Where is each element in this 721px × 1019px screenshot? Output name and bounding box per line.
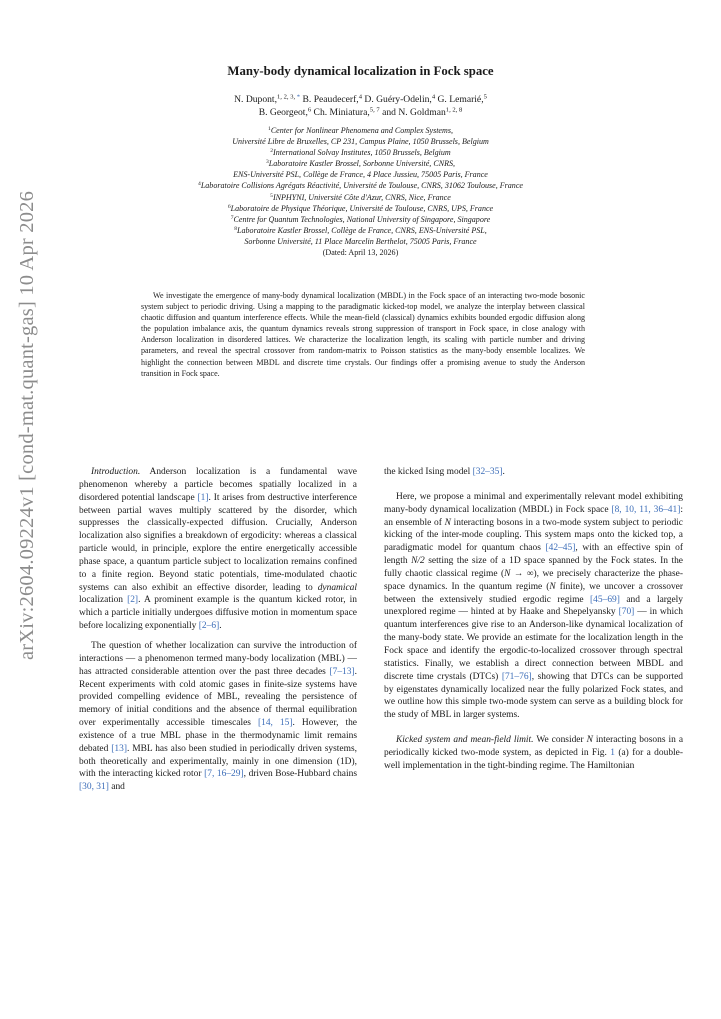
affiliation-number: 5 <box>270 192 273 199</box>
author-name: B. Peaudecerf, <box>300 94 359 105</box>
affiliation-list <box>60 125 661 247</box>
body-text: . It arises from destructive interference between partial waves multiply scattered by the disorder, which suppresses the classically-expected diffusion. Crucially, Anderson localization also signifies a breakdown of ergodicity: whereas a classical particle would, in principle, explore the entire energetically accessible phase space, a quantum particle subject to localization remains confined to a finite region. Beyond static potentials, time-modulated chaotic systems can also exhibit an effective disorder, leading to <box>79 492 357 593</box>
author-affiliation-marker: 1, 2, 8 <box>445 106 463 114</box>
affiliation-line <box>60 236 661 247</box>
author-affiliation-marker: 5 <box>483 93 487 101</box>
author-name: G. Lemarié, <box>435 94 484 105</box>
affiliation-text: International Solvay Institutes, 1050 Brussels, Belgium <box>273 148 451 158</box>
body-text: . <box>219 621 222 632</box>
affiliation-number: 4 <box>198 181 201 188</box>
body-text: We consider <box>533 735 587 746</box>
right-column <box>384 466 683 773</box>
body-text: , with an effective spin of length <box>384 543 683 567</box>
affiliation-number: 8 <box>234 225 238 232</box>
body-text: interacting bosons in a two-mode system subject to periodic kicking of the inter-mode coupling. This system maps onto the kicked top, a paradigmatic model for quantum chaos <box>384 517 683 554</box>
author-affiliation-marker: 5, 7 <box>369 106 380 114</box>
body-text: . MBL has also been studied in periodically driven systems, both theoretically and experimentally, mainly in one dimension (1D), with the interacting kicked rotor <box>79 743 357 780</box>
citation-link[interactable]: [71–76] <box>501 671 532 682</box>
affiliation-text: Laboratoire de Physique Théorique, Université de Toulouse, CNRS, UPS, France <box>230 203 494 213</box>
affiliation-number: 2 <box>270 148 274 155</box>
affiliation-text: Université Libre de Bruxelles, CP 231, Campus Plaine, 1050 Brussels, Belgium <box>232 137 489 147</box>
author-name: N. Dupont, <box>234 94 277 105</box>
affiliations-block <box>60 125 661 258</box>
affiliation-number: 3 <box>265 159 269 166</box>
arxiv-identifier-text: arXiv:2604.09224v1 [cond-mat.quant-gas] 10 Apr 2026 <box>16 190 39 660</box>
citation-link[interactable]: [14, 15] <box>257 718 293 729</box>
body-text: localization <box>79 595 128 606</box>
intro-paragraph-1 <box>79 466 357 633</box>
author-line-1 <box>0 93 721 106</box>
body-text: . However, the existence of a true MBL phase in the thermodynamic limit remains debated <box>79 718 357 754</box>
corresponding-author-link[interactable]: * <box>295 93 301 101</box>
continued-paragraph <box>384 466 683 479</box>
citation-link[interactable]: 1 <box>610 747 615 758</box>
affiliation-text: ENS-Université PSL, Collège de France, 4 Place Jussieu, 75005 Paris, France <box>233 170 488 180</box>
affiliation-text: Laboratoire Kastler Brossel, Collège de France, CNRS, ENS-Université PSL, <box>237 225 487 235</box>
author-affiliation-marker: 4 <box>431 93 436 101</box>
affiliation-text: Center for Nonlinear Phenomena and Complex Systems, <box>270 126 453 135</box>
emphasis-text: Kicked system and mean-field limit. <box>396 735 534 746</box>
author-name: and N. Goldman <box>379 107 446 118</box>
emphasis-text: N <box>504 568 511 579</box>
affiliation-text: Centre for Quantum Technologies, National University of Singapore, Singapore <box>233 214 491 224</box>
body-text: the kicked Ising model <box>384 467 473 477</box>
affiliation-text: Sorbonne Université, 11 Place Marcelin Berthelot, 75005 Paris, France <box>244 236 477 246</box>
body-text: finite), we uncover a crossover between the extensively studied ergodic regime <box>384 581 684 605</box>
body-text: Anderson localization is a fundamental wave phenomenon whereby a particle becomes spatially localized in a disordered potential landscape <box>79 467 357 503</box>
citation-link[interactable]: [7, 16–29] <box>204 769 244 780</box>
citation-link[interactable]: [42–45] <box>545 543 576 554</box>
emphasis-text: Introduction. <box>91 467 141 477</box>
abstract: We investigate the emergence of many-body dynamical localization (MBDL) in the Fock space of an interacting two-mode bosonic system subject to periodic driving. Using a mapping to the paradigmatic kicked-top model, we analyze the interplay between classical chaotic diffusion and quantum interference effects. While the mean-field (classical) dynamics exhibits bounded ergodic diffusion along the population imbalance axis, the quantum dynamics reveals strong suppression of transport in Fock space, in close analogy with Anderson localization in disordered lattices. We characterize the localization length, its scaling with particle number and driving parameters, and reveal the spectral crossover from random-matrix to Poisson statistics as the many-body ensemble localizes. We highlight the connection between MBDL and discrete time crystals. Our findings offer a promising avenue to study the Anderson transition in Fock space. <box>141 291 585 378</box>
affiliation-line <box>60 169 661 180</box>
body-text: . Recent experiments with cold atomic gases in finite-size systems have provided compelling evidence of MBL, revealing the persistence of memory of initial conditions and the absence of thermal equilibration over experimentally accessible timescales <box>79 666 357 729</box>
citation-link[interactable]: [2–6] <box>198 621 220 632</box>
affiliation-line <box>60 158 661 169</box>
citation-link[interactable]: [30, 31] <box>79 782 109 793</box>
body-text: , showing that DTCs can be supported by eigenstates dynamically localized near the fully polarized Fock states, and we outline how this simple two-mode system can serve as a building block for the study of MBL in larger systems. <box>384 671 683 721</box>
affiliation-line <box>60 192 661 203</box>
body-text: — in which quantum interferences give rise to an Anderson-like dynamical localization of the many-body state. We provide an estimate for the localization length in the Fock space and identify the ergodic-to-localized crossover through spectral statistics. Finally, we establish a direct connection between MBDL and discrete time crystals (DTCs) <box>384 607 683 682</box>
citation-link[interactable]: [45–69] <box>590 594 620 605</box>
body-text: . A prominent example is the quantum kicked rotor, in which a particle initially undergoes diffusive motion in momentum space before localizing exponentially <box>79 595 357 632</box>
author-name: Ch. Miniatura, <box>311 107 370 118</box>
emphasis-text: N <box>549 581 556 592</box>
arxiv-identifier-stamp <box>6 190 50 660</box>
emphasis-text: N <box>586 735 593 746</box>
paper-title: Many-body dynamical localization in Fock space <box>227 64 494 78</box>
affiliation-line <box>60 180 661 191</box>
proposal-paragraph <box>384 491 683 722</box>
author-name: B. Georgeot, <box>258 107 308 118</box>
citation-link[interactable]: [7–13] <box>329 666 355 677</box>
body-text: , driven Bose-Hubbard chains <box>243 769 357 780</box>
affiliation-line <box>60 203 661 214</box>
author-affiliation-marker: 4 <box>358 93 362 101</box>
citation-link[interactable]: [8, 10, 11, 36–41] <box>611 504 681 515</box>
body-text: → ∞), we precisely characterize the phase-space dynamics. In the quantum regime ( <box>384 568 684 592</box>
affiliation-text: Laboratoire Collisions Agrégats Réactivité, Université de Toulouse, CNRS, 31062 Toulouse, France <box>200 181 523 191</box>
author-line-2 <box>0 106 721 119</box>
body-text: : an ensemble of <box>384 504 684 528</box>
body-text: and <box>108 782 125 793</box>
affiliation-number: 1 <box>268 126 271 132</box>
author-affiliation-marker: 1, 2, 3, * <box>277 93 301 101</box>
citation-link[interactable]: [70] <box>618 607 635 618</box>
affiliation-text: Laboratoire Kastler Brossel, Sorbonne Université, CNRS, <box>268 159 456 169</box>
affiliation-line <box>60 147 661 158</box>
body-text: Here, we propose a minimal and experimentally relevant model exhibiting many-body dynamical localization (MBDL) in Fock space <box>384 491 683 515</box>
affiliation-line <box>60 214 661 225</box>
intro-paragraph-2 <box>79 640 357 794</box>
emphasis-text: N/2 <box>411 556 425 567</box>
affiliation-line <box>60 136 661 147</box>
author-affiliation-marker: 6 <box>307 106 312 114</box>
author-list <box>0 93 721 119</box>
emphasis-text: dynamical <box>317 582 357 593</box>
body-text: setting the size of a 1D space spanned by the Fock states. In the fully chaotic classical regime ( <box>384 556 683 579</box>
citation-link[interactable]: [32–35] <box>472 467 503 477</box>
body-text: (a) for a double-well implementation in the tight-binding regime. The Hamiltonian <box>384 747 683 771</box>
affiliation-number: 6 <box>227 203 231 210</box>
affiliation-number: 7 <box>230 214 234 221</box>
author-name: D. Guéry-Odelin, <box>362 94 432 105</box>
citation-link[interactable]: [1] <box>197 492 209 503</box>
body-text: interacting bosons in a periodically kicked two-mode system, as depicted in Fig. <box>384 735 684 758</box>
body-text: The question of whether localization can survive the introduction of interactions — a phenomenon termed many-body localization (MBL) — has attracted considerable attention over the past three decades <box>79 640 357 677</box>
kicked-system-paragraph <box>384 734 683 773</box>
left-column <box>79 466 357 794</box>
citation-link[interactable]: [13] <box>111 743 127 754</box>
date-line: (Dated: April 13, 2026) <box>322 248 399 258</box>
citation-link[interactable]: [2] <box>127 595 139 606</box>
affiliation-text: INPHYNI, Université Côte d'Azur, CNRS, Nice, France <box>272 192 451 202</box>
affiliation-line <box>60 125 661 136</box>
emphasis-text: N <box>444 517 451 528</box>
body-text: and a largely unexplored regime — hinted at by Haake and Shepelyansky <box>384 594 683 618</box>
affiliation-line <box>60 225 661 236</box>
body-text: . <box>502 467 505 477</box>
